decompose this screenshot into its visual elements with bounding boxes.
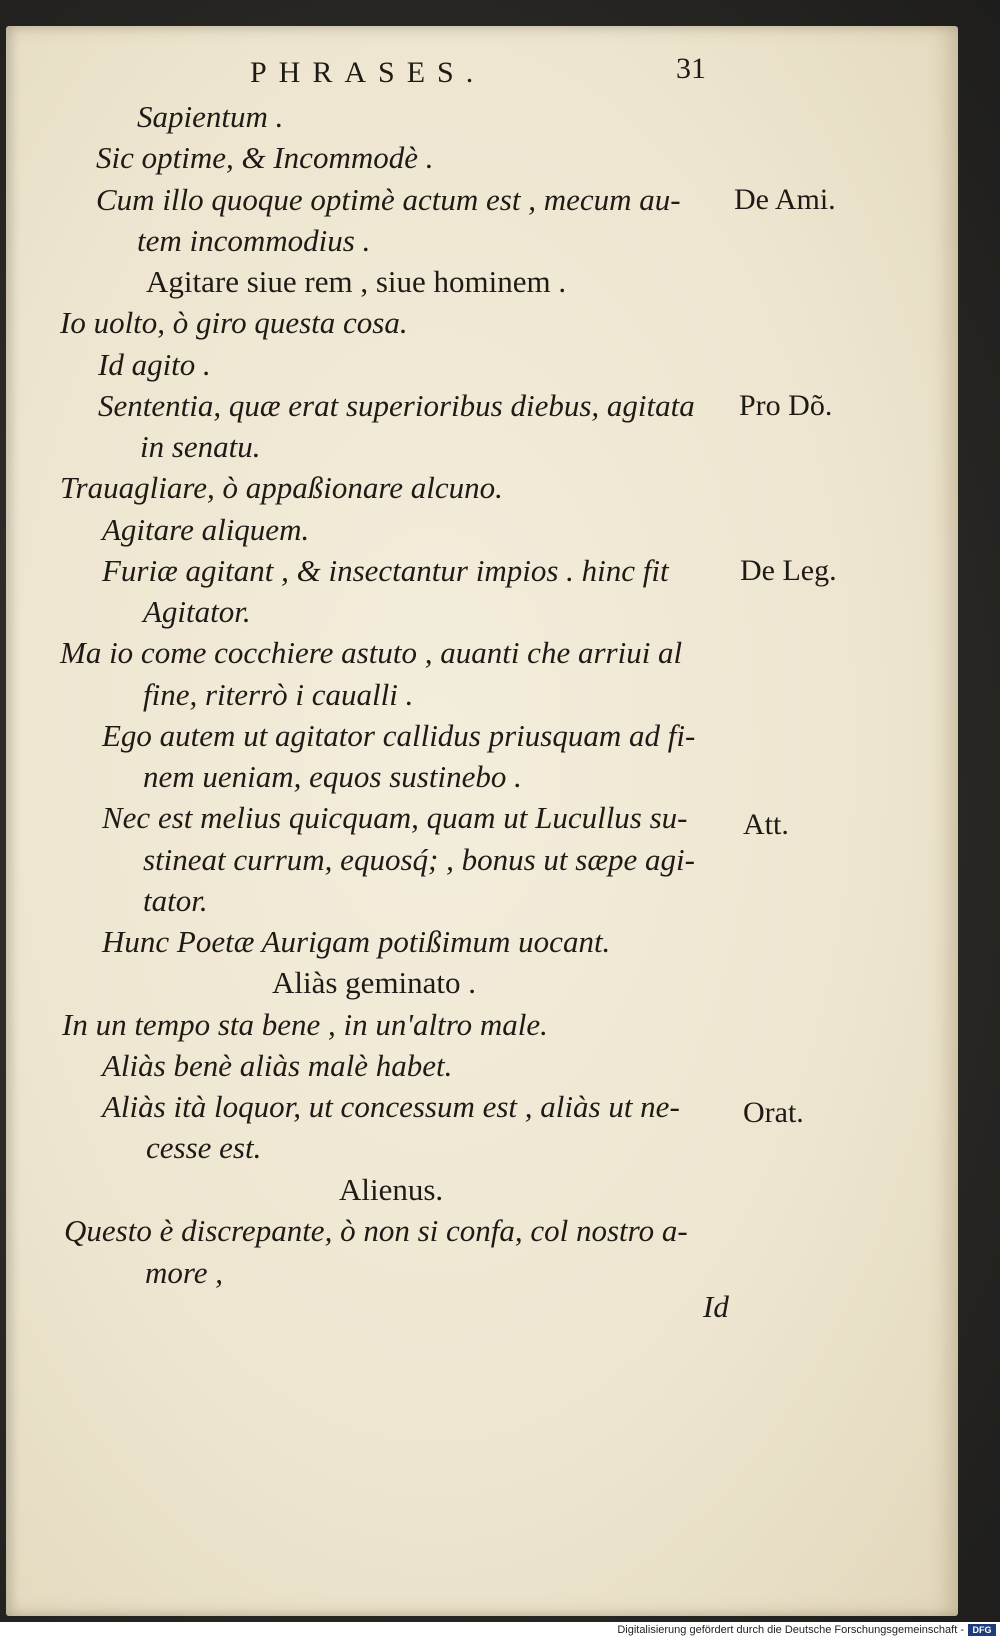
text-line: Sapientum . bbox=[137, 99, 284, 134]
text-line: Agitator. bbox=[143, 594, 251, 629]
text-line: Cum illo quoque optimè actum est , mecum au- bbox=[96, 182, 681, 217]
dfg-logo: DFG bbox=[968, 1624, 996, 1636]
text-line: Agitare aliquem. bbox=[102, 512, 310, 547]
text-line: Questo è discrepante, ò non si confa, col nostro a- bbox=[64, 1213, 688, 1248]
book-page bbox=[6, 26, 958, 1616]
heading-line: Aliàs geminato . bbox=[272, 965, 477, 1000]
digitization-credit: Digitalisierung gefördert durch die Deutsche Forschungsgemeinschaft - bbox=[617, 1624, 964, 1636]
text-line: Id agito . bbox=[98, 347, 211, 382]
text-line: Trauagliare, ò appaßionare alcuno. bbox=[60, 470, 503, 505]
text-line: tem incommodius . bbox=[137, 223, 371, 258]
text-line: in senatu. bbox=[140, 429, 261, 464]
text-line: Sententia, quæ erat superioribus diebus, agitata bbox=[98, 388, 695, 423]
text-line: fine, riterrò i caualli . bbox=[143, 677, 414, 712]
text-line: cesse est. bbox=[146, 1130, 262, 1165]
text-line: In un tempo sta bene , in un'altro male. bbox=[62, 1007, 548, 1042]
text-line: Aliàs benè aliàs malè habet. bbox=[102, 1048, 453, 1083]
text-line: nem ueniam, equos sustinebo . bbox=[143, 759, 522, 794]
text-line: Aliàs ità loquor, ut concessum est , aliàs ut ne- bbox=[102, 1089, 680, 1124]
running-title: PHRASES. bbox=[250, 56, 486, 89]
text-line: Io uolto, ò giro questa cosa. bbox=[60, 305, 408, 340]
heading-line: Alienus. bbox=[339, 1172, 444, 1207]
text-line: more , bbox=[145, 1255, 224, 1290]
text-line: stineat currum, equosq́; , bonus ut sæpe agi- bbox=[143, 842, 695, 877]
text-line: Nec est melius quicquam, quam ut Lucullus su- bbox=[102, 800, 688, 835]
text-line: Hunc Poetæ Aurigam potißimum uocant. bbox=[102, 924, 611, 959]
page-number: 31 bbox=[676, 52, 706, 85]
margin-note: De Ami. bbox=[734, 183, 836, 216]
margin-note: Pro Dõ. bbox=[739, 389, 833, 422]
text-line: Sic optime, & Incommodè . bbox=[96, 140, 434, 175]
text-line: tator. bbox=[143, 883, 208, 918]
text-line: Ego autem ut agitator callidus priusquam ad fi- bbox=[102, 718, 696, 753]
margin-note: Att. bbox=[743, 808, 789, 841]
text-line: Furiæ agitant , & insectantur impios . hinc fit bbox=[102, 553, 669, 588]
margin-note: De Leg. bbox=[740, 554, 837, 587]
heading-line: Agitare siue rem , siue hominem . bbox=[146, 264, 567, 299]
margin-note: Orat. bbox=[743, 1096, 804, 1129]
text-line: Ma io come cocchiere astuto , auanti che arriui al bbox=[60, 635, 683, 670]
catchword: Id bbox=[703, 1289, 729, 1324]
